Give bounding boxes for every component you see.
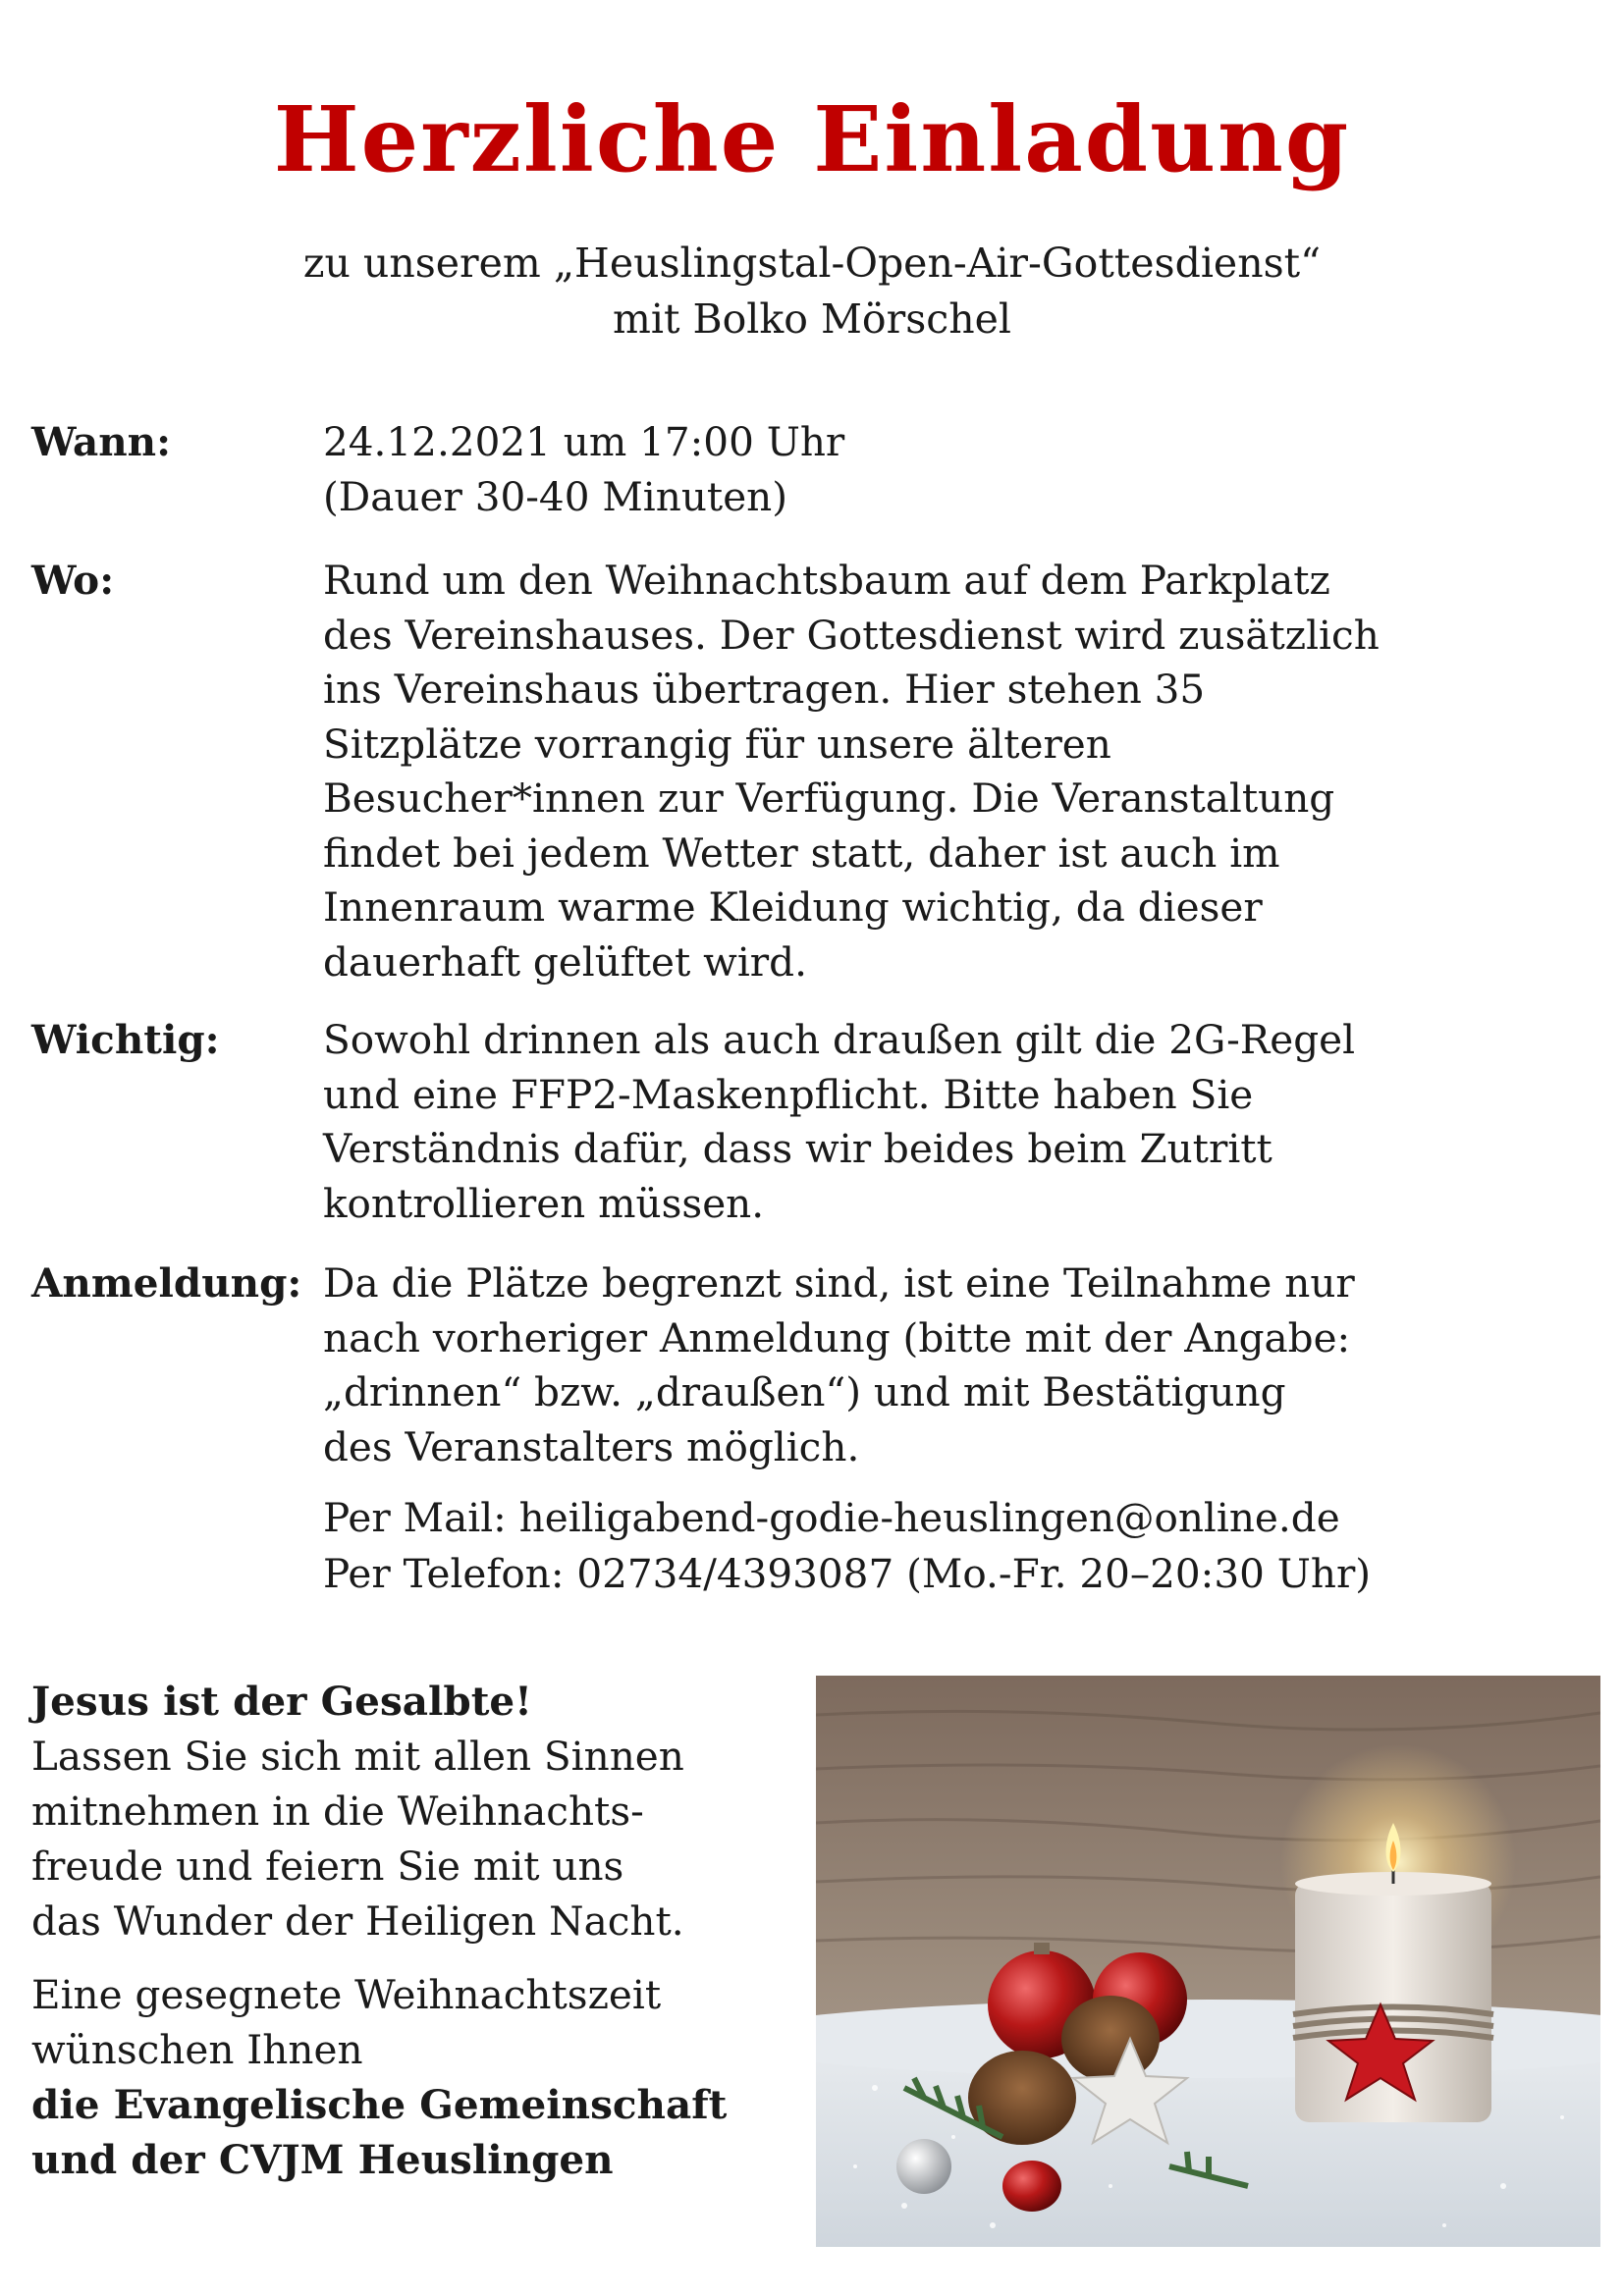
closing-wish-line: wünschen Ihnen xyxy=(31,2026,363,2073)
registration-text xyxy=(323,1256,1599,1474)
closing-message-line: freude und feiern Sie mit uns xyxy=(31,1842,624,1890)
closing-signature-line: die Evangelische Gemeinschaft xyxy=(31,2081,728,2128)
important-text xyxy=(323,1013,1599,1231)
registration-line: nach vorheriger Anmeldung (bitte mit der Angabe: xyxy=(323,1313,1351,1362)
registration-label: Anmeldung: xyxy=(31,1259,302,1307)
where-line: Innenraum warme Kleidung wichtig, da dieser xyxy=(323,883,1263,931)
where-line: Rund um den Weihnachtsbaum auf dem Parkplatz xyxy=(323,557,1330,604)
christmas-candle-photo xyxy=(816,1676,1600,2247)
where-line: ins Vereinshaus übertragen. Hier stehen 35 xyxy=(323,666,1206,713)
important-line: kontrollieren müssen. xyxy=(323,1179,765,1227)
closing-wish-line: Eine gesegnete Weihnachtszeit xyxy=(31,1971,662,2018)
where-line: Sitzplätze vorrangig für unsere älteren xyxy=(323,720,1111,768)
subtitle-line: zu unserem „Heuslingstal-Open-Air-Gottesdienst“ xyxy=(302,240,1322,287)
subtitle-line: mit Bolko Mörschel xyxy=(612,295,1012,343)
important-line: Verständnis dafür, dass wir beides beim Zutritt xyxy=(323,1125,1272,1172)
where-line: Besucher*innen zur Verfügung. Die Veranstaltung xyxy=(323,774,1335,822)
registration-line: des Veranstalters möglich. xyxy=(323,1422,860,1470)
registration-line: „drinnen“ bzw. „draußen“) und mit Bestätigung xyxy=(323,1368,1286,1415)
pine-cone-center xyxy=(1061,1996,1160,2082)
closing-heading: Jesus ist der Gesalbte! xyxy=(31,1678,532,1725)
where-line: dauerhaft gelüftet wird. xyxy=(323,937,807,986)
closing-signature-line: und der CVJM Heuslingen xyxy=(31,2136,614,2183)
contact-info xyxy=(323,1490,1371,1602)
invitation-title: Herzliche Einladung xyxy=(273,86,1351,192)
when-label: Wann: xyxy=(31,418,172,465)
contact-mail: Per Mail: heiligabend-godie-heuslingen@online.de xyxy=(323,1494,1340,1541)
closing-message-line: Lassen Sie sich mit allen Sinnen xyxy=(31,1733,684,1780)
where-line: des Vereinshauses. Der Gottesdienst wird zusätzlich xyxy=(323,611,1380,659)
contact-phone: Per Telefon: 02734/4393087 (Mo.-Fr. 20–20:30 Uhr) xyxy=(323,1550,1372,1597)
closing-message-line: mitnehmen in die Weihnachts- xyxy=(31,1788,644,1835)
important-label: Wichtig: xyxy=(31,1016,220,1063)
where-text xyxy=(323,554,1599,989)
silver-ornament xyxy=(896,2139,951,2194)
important-line: Sowohl drinnen als auch draußen gilt die 2G-Regel xyxy=(323,1016,1356,1063)
closing-message-line: das Wunder der Heiligen Nacht. xyxy=(31,1897,684,1945)
when-line: 24.12.2021 um 17:00 Uhr xyxy=(323,418,845,465)
invitation-subtitle xyxy=(0,236,1624,347)
important-line: und eine FFP2-Maskenpflicht. Bitte haben Sie xyxy=(323,1070,1254,1118)
registration-line: Da die Plätze begrenzt sind, ist eine Teilnahme nur xyxy=(323,1259,1355,1307)
where-line: findet bei jedem Wetter statt, daher ist auch im xyxy=(323,828,1280,877)
red-ornament-small xyxy=(1002,2161,1061,2212)
closing-text xyxy=(31,1674,797,2187)
where-label: Wo: xyxy=(31,557,115,604)
when-text xyxy=(323,415,1599,524)
when-line: (Dauer 30-40 Minuten) xyxy=(323,472,788,520)
